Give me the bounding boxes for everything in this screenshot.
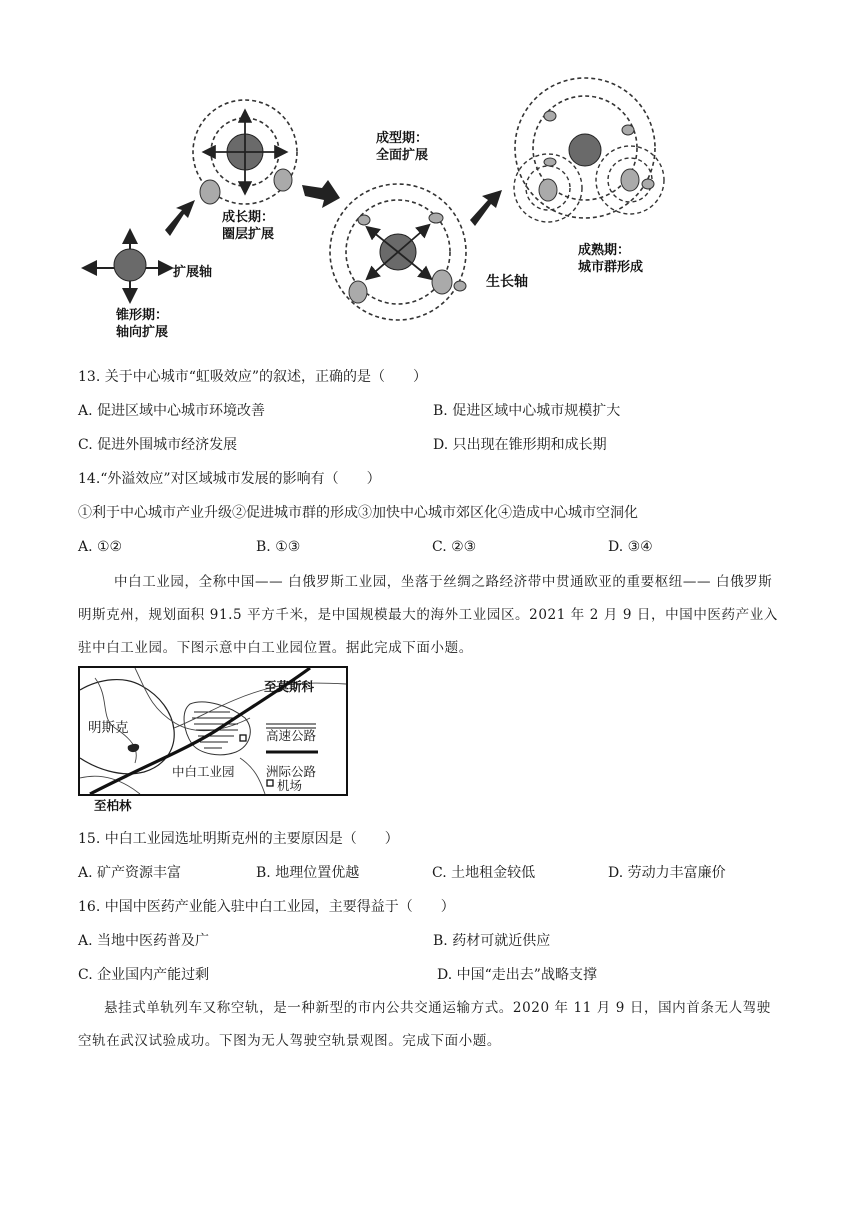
stage2-graphic xyxy=(193,100,297,204)
stage4-label: 成熟期： 城市群形成 xyxy=(578,243,644,275)
expansion-axis-label: 扩展轴 xyxy=(173,265,213,280)
map-label-to-moscow: 至莫斯科 xyxy=(264,679,315,694)
question-14-option-a: A. ①② xyxy=(78,539,123,555)
question-14-option-c: C. ②③ xyxy=(432,539,477,555)
question-16-option-b: B. 药材可就近供应 xyxy=(433,933,551,949)
map-label-to-berlin: 至柏林 xyxy=(94,798,132,813)
map-legend-intercontinental: 洲际公路 xyxy=(266,764,317,779)
passage-zhongbai-park: 中白工业园，全称中国—— 白俄罗斯工业园，坐落于丝绸之路经济带中贯通欧亚的重要枢纽—— 白俄罗斯明斯克州，规划面积 91.5 平方千米，是中国规模最大的海外工业园区。2021 年 2 月 9 日，中国中医药产业入驻中白工业园。下图示意中白工业园位置。据此完成下面小题。 xyxy=(78,574,778,656)
question-13-option-d: D. 只出现在锥形期和成长期 xyxy=(433,437,607,453)
map-legend-airport: 机场 xyxy=(277,778,303,793)
stage3-graphic xyxy=(330,184,466,320)
question-13-stem: 13. 关于中心城市“虹吸效应”的叙述，正确的是（ ） xyxy=(78,369,428,385)
question-14-stem: 14.“外溢效应”对区域城市发展的影响有（ ） xyxy=(78,471,381,487)
growth-axis-label: 生长轴 xyxy=(486,274,528,290)
stage2-label: 成长期： 圈层扩展 xyxy=(222,210,275,242)
city-expansion-diagram xyxy=(70,60,670,350)
stage1-graphic xyxy=(85,232,170,300)
zhongbai-park-map xyxy=(78,666,348,796)
question-14-items: ①利于中心城市产业升级②促进城市群的形成③加快中心城市郊区化④造成中心城市空洞化 xyxy=(78,505,638,521)
question-15-option-c: C. 土地租金较低 xyxy=(432,865,536,881)
question-16-stem: 16. 中国中医药产业能入驻中白工业园，主要得益于（ ） xyxy=(78,899,455,915)
question-16-option-c: C. 企业国内产能过剩 xyxy=(78,967,210,983)
stage4-graphic xyxy=(514,78,664,222)
question-13-option-b: B. 促进区域中心城市规模扩大 xyxy=(433,403,621,419)
question-15-option-d: D. 劳动力丰富廉价 xyxy=(608,865,726,881)
question-14-option-b: B. ①③ xyxy=(256,539,301,555)
question-13-option-c: C. 促进外围城市经济发展 xyxy=(78,437,238,453)
map-label-minsk: 明斯克 xyxy=(88,720,129,736)
question-16-option-a: A. 当地中医药普及广 xyxy=(78,933,210,949)
map-label-park: 中白工业园 xyxy=(172,764,235,779)
question-15-option-b: B. 地理位置优越 xyxy=(256,865,360,881)
stage3-label: 成型期： 全面扩展 xyxy=(376,131,429,163)
stage1-label: 锥形期： 轴向扩展 xyxy=(116,308,169,340)
map-legend-expressway: 高速公路 xyxy=(266,728,317,743)
question-15-option-a: A. 矿产资源丰富 xyxy=(78,865,182,881)
question-15-stem: 15. 中白工业园选址明斯克州的主要原因是（ ） xyxy=(78,831,399,847)
passage-sky-rail: 悬挂式单轨列车又称空轨，是一种新型的市内公共交通运输方式。2020 年 11 月 9 日，国内首条无人驾驶空轨在武汉试验成功。下图为无人驾驶空轨景观图。完成下面小题。 xyxy=(78,1000,771,1049)
question-13-option-a: A. 促进区域中心城市环境改善 xyxy=(78,403,266,419)
question-14-option-d: D. ③④ xyxy=(608,539,653,555)
question-16-option-d: D. 中国“走出去”战略支撑 xyxy=(437,967,597,983)
